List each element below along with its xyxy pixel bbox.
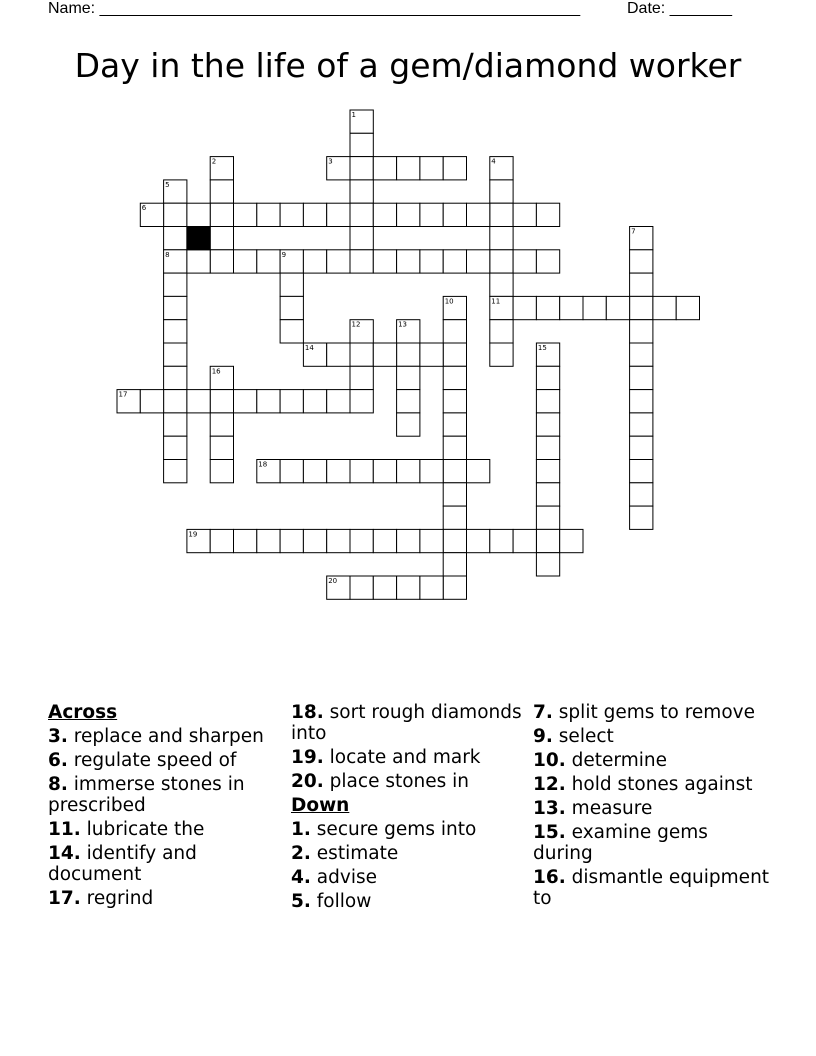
grid-cell[interactable] [630,343,653,366]
grid-cell[interactable] [630,366,653,389]
clue-text: locate and mark [329,747,481,768]
clue-text: place stones in [329,771,470,792]
clue-number: 20. [291,771,324,792]
clue-down-16 [533,867,773,909]
grid-cell[interactable] [443,250,466,273]
grid-cell[interactable] [257,203,280,226]
grid-cell[interactable] [234,529,257,552]
grid-cell[interactable] [373,460,396,483]
grid-cell[interactable] [397,529,420,552]
name-field-line: Name: ______________________________________________________ [48,0,581,17]
grid-cell[interactable] [490,203,513,226]
grid-cell[interactable] [397,390,420,413]
cell-number: 3 [328,157,333,166]
grid-cell[interactable] [653,296,676,319]
grid-cell[interactable] [257,250,280,273]
clue-text: measure [571,798,653,819]
grid-cell[interactable] [280,203,303,226]
grid-cell[interactable] [210,250,233,273]
grid-cell[interactable] [397,366,420,389]
grid-cell[interactable] [210,529,233,552]
clue-text: secure gems into [316,819,477,840]
grid-cell[interactable] [443,413,466,436]
down-heading: Down [291,795,350,816]
clue-text: hold stones against [571,774,753,795]
grid-cell[interactable] [397,157,420,180]
grid-cell[interactable] [513,529,536,552]
grid-cell[interactable] [513,296,536,319]
clue-number: 3. [48,726,68,747]
grid-cell[interactable] [280,273,303,296]
cell-number: 20 [328,577,338,585]
clue-across-6 [48,750,283,771]
clue-across-11 [48,819,283,840]
cell-number: 11 [491,297,501,306]
clue-number: 16. [533,867,566,888]
grid-cell[interactable] [676,296,699,319]
cell-number: 9 [281,250,287,259]
clue-text: follow [316,891,372,912]
grid-cell[interactable] [536,203,559,226]
grid-cell[interactable] [397,250,420,273]
cell-number: 1 [351,111,356,119]
clue-number: 5. [291,891,311,912]
cell-number: 16 [211,367,221,376]
grid-cell[interactable] [164,273,187,296]
clue-number: 10. [533,750,566,771]
grid-cell[interactable] [490,529,513,552]
grid-cell[interactable] [490,273,513,296]
grid-cell[interactable] [467,529,490,552]
cell-number: 12 [351,320,361,329]
grid-cell[interactable] [443,343,466,366]
grid-cell[interactable] [630,483,653,506]
grid-cell[interactable] [467,250,490,273]
cell-number: 17 [118,390,128,399]
grid-cell[interactable] [443,483,466,506]
grid-cell[interactable] [350,203,373,226]
grid-cell[interactable] [373,529,396,552]
clue-number: 12. [533,774,566,795]
grid-cell[interactable] [630,506,653,529]
across-heading: Across [48,702,118,723]
grid-cell[interactable] [536,529,559,552]
cell-number: 14 [304,344,314,352]
grid-cell[interactable] [443,203,466,226]
grid-cell[interactable] [536,366,559,389]
cell-number: 7 [631,227,636,236]
grid-cell[interactable] [467,203,490,226]
clue-number: 17. [48,888,81,909]
grid-cell[interactable] [443,366,466,389]
cell-number: 18 [258,460,268,469]
grid-cell[interactable] [164,296,187,319]
grid-cell[interactable] [164,390,187,413]
grid-cell[interactable] [350,180,373,203]
grid-cell[interactable] [303,203,326,226]
cell-number: 4 [491,157,496,166]
cell-number: 10 [444,297,454,306]
grid-cell[interactable] [234,250,257,273]
cell-number: 19 [188,530,198,539]
grid-cell[interactable] [490,180,513,203]
grid-cell[interactable] [373,576,396,599]
clue-across-17 [48,888,283,909]
grid-cell[interactable] [210,436,233,459]
grid-cell[interactable] [350,343,373,366]
clue-text: sort rough diamonds into [291,702,522,744]
grid-cell[interactable] [164,320,187,343]
grid-cell[interactable] [303,529,326,552]
grid-cell[interactable] [303,460,326,483]
clue-down-15 [533,822,773,864]
grid-cell[interactable] [164,203,187,226]
grid-cell[interactable] [560,296,583,319]
grid-cell[interactable] [210,227,233,250]
grid-cell[interactable] [420,460,443,483]
grid-cell[interactable] [350,133,373,156]
grid-cell[interactable] [303,250,326,273]
grid-cell[interactable] [397,460,420,483]
grid-cell[interactable] [187,250,210,273]
clue-column-3 [533,702,773,912]
clue-across-20 [291,771,526,792]
grid-cell[interactable] [630,273,653,296]
grid-cell[interactable] [630,460,653,483]
clue-column-1 [48,702,283,912]
clue-text: identify and document [48,843,197,885]
grid-cell[interactable] [443,460,466,483]
grid-cell[interactable] [490,343,513,366]
grid-cell[interactable] [350,227,373,250]
grid-cell[interactable] [467,460,490,483]
grid-cell[interactable] [536,460,559,483]
grid-cell[interactable] [583,296,606,319]
grid-cell[interactable] [536,413,559,436]
clue-across-3 [48,726,283,747]
grid-cell[interactable] [630,250,653,273]
cell-number: 8 [165,250,170,259]
grid-cell[interactable] [536,296,559,319]
grid-cell[interactable] [536,250,559,273]
grid-cell[interactable] [350,250,373,273]
clue-text: regrind [86,888,154,909]
grid-cell[interactable] [210,460,233,483]
clue-down-10 [533,750,773,771]
grid-cell[interactable] [397,203,420,226]
grid-cell[interactable] [443,436,466,459]
grid-cell[interactable] [257,529,280,552]
grid-cell[interactable] [234,390,257,413]
grid-cell[interactable] [257,390,280,413]
grid-cell[interactable] [373,343,396,366]
grid-cell[interactable] [210,203,233,226]
grid-cell[interactable] [560,529,583,552]
clue-text: estimate [316,843,399,864]
cell-number: 2 [211,157,217,166]
grid-cell[interactable] [327,529,350,552]
clue-number: 1. [291,819,311,840]
grid-cell[interactable] [630,413,653,436]
clue-across-19 [291,747,526,768]
clue-text: determine [571,750,667,771]
grid-cell[interactable] [280,390,303,413]
clue-text: dismantle equipment to [533,867,770,909]
grid-cell[interactable] [187,203,210,226]
grid-cell[interactable] [327,460,350,483]
grid-cell[interactable] [327,250,350,273]
grid-cell[interactable] [490,320,513,343]
grid-cell[interactable] [164,436,187,459]
clue-number: 4. [291,867,311,888]
grid-cell[interactable] [350,460,373,483]
grid-cell[interactable] [536,483,559,506]
grid-cell[interactable] [606,296,629,319]
clue-down-5 [291,891,526,912]
grid-cell[interactable] [536,436,559,459]
clue-down-13 [533,798,773,819]
grid-cell[interactable] [630,296,653,319]
grid-cell[interactable] [280,460,303,483]
grid-cell[interactable] [350,529,373,552]
grid-cell[interactable] [210,390,233,413]
grid-cell[interactable] [350,576,373,599]
grid-cell[interactable] [397,343,420,366]
grid-cell[interactable] [420,343,443,366]
grid-cell[interactable] [630,436,653,459]
grid-cell[interactable] [536,506,559,529]
grid-cell[interactable] [164,366,187,389]
clue-number: 19. [291,747,324,768]
grid-cell[interactable] [443,529,466,552]
clue-across-14 [48,843,283,885]
clue-down-7 [533,702,773,723]
grid-cell[interactable] [164,343,187,366]
clue-text: regulate speed of [73,750,237,771]
clue-number: 9. [533,726,553,747]
cell-number: 15 [537,344,547,352]
grid-cell[interactable] [490,227,513,250]
clue-across-18 [291,702,526,744]
grid-cell[interactable] [280,296,303,319]
grid-cell[interactable] [327,343,350,366]
grid-cell[interactable] [420,576,443,599]
grid-cell[interactable] [443,576,466,599]
grid-cell[interactable] [373,250,396,273]
grid-cell[interactable] [140,390,163,413]
clue-text: lubricate the [86,819,205,840]
grid-cell[interactable] [420,250,443,273]
clue-number: 11. [48,819,81,840]
grid-cell[interactable] [373,157,396,180]
clue-number: 18. [291,702,324,723]
grid-cell[interactable] [443,506,466,529]
grid-cell[interactable] [420,157,443,180]
clue-text: examine gems during [533,822,708,864]
clue-text: split gems to remove [558,702,755,723]
grid-cell[interactable] [536,390,559,413]
clue-down-9 [533,726,773,747]
clue-down-1 [291,819,526,840]
grid-cell[interactable] [350,366,373,389]
grid-cell[interactable] [420,529,443,552]
grid-cell[interactable] [234,203,257,226]
grid-cell[interactable] [536,553,559,576]
grid-cell[interactable] [420,203,443,226]
cell-number: 13 [398,320,408,329]
grid-cell[interactable] [164,227,187,250]
grid-cell[interactable] [630,320,653,343]
grid-cell[interactable] [303,390,326,413]
grid-cell[interactable] [397,413,420,436]
clue-text: replace and sharpen [73,726,264,747]
clue-down-4 [291,867,526,888]
clue-number: 2. [291,843,311,864]
clue-text: select [558,726,614,747]
clue-number: 13. [533,798,566,819]
grid-cell[interactable] [280,529,303,552]
grid-cell[interactable] [630,390,653,413]
grid-cell[interactable] [490,250,513,273]
grid-cell[interactable] [443,157,466,180]
grid-cell[interactable] [210,180,233,203]
date-field-line: Date: _______ [627,0,732,17]
clue-down-2 [291,843,526,864]
grid-cell[interactable] [210,413,233,436]
clue-column-2 [291,702,526,915]
grid-cell[interactable] [513,250,536,273]
grid-cell[interactable] [327,203,350,226]
grid-cell[interactable] [350,157,373,180]
clue-text: immerse stones in prescribed [48,774,245,816]
clue-across-8 [48,774,283,816]
grid-cell[interactable] [513,203,536,226]
grid-cell[interactable] [164,460,187,483]
grid-cell[interactable] [373,203,396,226]
grid-cell[interactable] [327,390,350,413]
clue-number: 7. [533,702,553,723]
grid-cell[interactable] [443,320,466,343]
grid-cell[interactable] [443,553,466,576]
blocked-cell [187,227,210,250]
clue-number: 15. [533,822,566,843]
grid-cell[interactable] [397,576,420,599]
clue-number: 14. [48,843,81,864]
clue-text: advise [316,867,377,888]
grid-cell[interactable] [443,390,466,413]
grid-cell[interactable] [187,390,210,413]
clue-number: 8. [48,774,68,795]
page-title: Day in the life of a gem/diamond worker [74,46,742,85]
clue-down-12 [533,774,773,795]
grid-cell[interactable] [164,413,187,436]
clue-number: 6. [48,750,68,771]
grid-cell[interactable] [280,320,303,343]
grid-cell[interactable] [350,390,373,413]
cell-number: 6 [141,204,147,213]
cell-number: 5 [165,180,170,189]
